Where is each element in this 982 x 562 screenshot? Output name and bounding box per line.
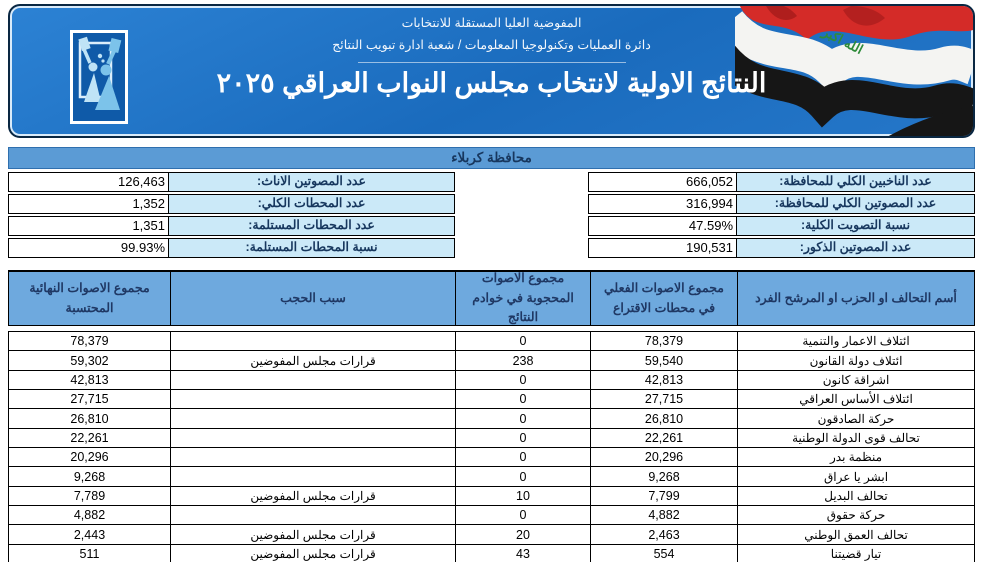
withheld-votes-cell: 43 [455,545,590,562]
header-withhold-reason: سبب الحجب [170,272,455,325]
banner-text-block [192,15,792,99]
table-row [9,448,974,467]
withheld-votes-cell: 0 [455,371,590,389]
party-name-cell: منظمة بدر [737,448,974,466]
actual-votes-cell: 22,261 [590,429,737,447]
withheld-votes-cell: 0 [455,467,590,485]
withhold-reason-cell [170,448,455,466]
actual-votes-cell: 78,379 [590,332,737,350]
table-row [9,390,974,409]
actual-votes-cell: 27,715 [590,390,737,408]
withhold-reason-cell [170,506,455,524]
withheld-votes-cell: 10 [455,487,590,505]
summary-value: 316,994 [588,194,736,214]
banner-divider [358,62,626,63]
header-withheld-votes: مجموع الاصوات المحجوبة في خوادم النتائج [455,272,590,325]
summary-row [8,194,455,214]
withheld-votes-cell: 238 [455,351,590,369]
party-name-cell: تحالف البديل [737,487,974,505]
header-actual-votes: مجموع الاصوات الفعلي في محطات الاقتراع [590,272,737,325]
withhold-reason-cell [170,409,455,427]
final-votes-cell: 4,882 [73,508,106,523]
table-row [9,409,974,428]
actual-votes-cell: 4,882 [590,506,737,524]
summary-label: عدد المصوتين الذكور: [736,238,975,258]
summary-label: عدد المصوتين الاناث: [168,172,455,192]
summary-row [588,172,975,192]
summary-label: عدد الناخبين الكلي للمحافظة: [736,172,975,192]
final-votes-cell: 2,443 [73,527,106,542]
withhold-reason-cell: قرارات مجلس المفوضين [170,351,455,369]
table-row [9,371,974,390]
final-votes-cell: 22,261 [70,430,109,445]
table-row [9,506,974,525]
withheld-votes-cell: 0 [455,506,590,524]
withheld-votes-cell: 0 [455,409,590,427]
withhold-reason-cell [170,390,455,408]
summary-label: عدد المصوتين الكلي للمحافظة: [736,194,975,214]
withhold-reason-cell [170,467,455,485]
actual-votes-cell: 554 [590,545,737,562]
summary-label: نسبة المحطات المستلمة: [168,238,455,258]
withheld-votes-cell: 0 [455,429,590,447]
withhold-reason-cell: قرارات مجلس المفوضين [170,545,455,562]
actual-votes-cell: 7,799 [590,487,737,505]
summary-value: 126,463 [8,172,168,192]
ihec-ballot-logo-icon [70,30,128,124]
summary-row [588,216,975,236]
party-name-cell: تيار قضيتنا [737,545,974,562]
summary-value: 1,352 [8,194,168,214]
summary-value: 99.93% [8,238,168,258]
summary-row [8,216,455,236]
actual-votes-cell: 59,540 [590,351,737,369]
table-row [9,487,974,506]
withheld-votes-cell: 0 [455,448,590,466]
final-votes-cell: 20,296 [70,450,109,465]
summary-table-left [8,172,455,260]
party-name-cell: تحالف قوى الدولة الوطنية [737,429,974,447]
party-name-cell: تحالف العمق الوطني [737,525,974,543]
summary-value: 190,531 [588,238,736,258]
summary-value: 666,052 [588,172,736,192]
party-name-cell: ابشر يا عراق [737,467,974,485]
final-votes-cell: 59,302 [70,353,109,368]
final-votes-cell: 42,813 [70,372,109,387]
summary-value: 47.59% [588,216,736,236]
summary-table-right [588,172,975,260]
table-row [9,545,974,562]
party-name-cell: ائتلاف دولة القانون [737,351,974,369]
summary-row [588,238,975,258]
summary-stats [8,172,975,260]
summary-label: عدد المحطات الكلي: [168,194,455,214]
governorate-header: محافظة كربلاء [8,147,975,169]
party-name-cell: ائتلاف الاعمار والتنمية [737,332,974,350]
party-name-cell: حركة الصادقون [737,409,974,427]
final-votes-cell: 9,268 [73,469,106,484]
flag-takbir-text: الله اكبر [820,24,866,58]
summary-value: 1,351 [8,216,168,236]
final-votes-cell: 7,789 [73,488,106,503]
results-table-header [8,270,975,326]
final-votes-cell: 26,810 [70,411,109,426]
header-final-votes: مجموع الاصوات النهائية المحتسبة [9,272,170,325]
withhold-reason-cell: قرارات مجلس المفوضين [170,487,455,505]
department-name: دائرة العمليات وتكنولوجيا المعلومات / شعبة ادارة تبويب النتائج [332,38,651,52]
summary-label: عدد المحطات المستلمة: [168,216,455,236]
table-row [9,467,974,486]
withheld-votes-cell: 0 [455,332,590,350]
table-row [9,351,974,370]
party-name-cell: ائتلاف الأساس العراقي [737,390,974,408]
page-title: النتائج الاولية لانتخاب مجلس النواب العراقي ٢٠٢٥ [216,68,767,98]
actual-votes-cell: 2,463 [590,525,737,543]
table-row [9,525,974,544]
withhold-reason-cell: قرارات مجلس المفوضين [170,525,455,543]
withheld-votes-cell: 0 [455,390,590,408]
party-name-cell: اشراقة كانون [737,371,974,389]
actual-votes-cell: 26,810 [590,409,737,427]
commission-name: المفوضية العليا المستقلة للانتخابات [401,16,582,30]
withheld-votes-cell: 20 [455,525,590,543]
summary-row [8,172,455,192]
actual-votes-cell: 9,268 [590,467,737,485]
actual-votes-cell: 42,813 [590,371,737,389]
header-party-name: أسم التحالف او الحزب او المرشح الفرد [737,272,974,325]
withhold-reason-cell [170,429,455,447]
results-table-body [8,331,975,562]
summary-label: نسبة التصويت الكلية: [736,216,975,236]
ihec-banner [8,4,975,138]
party-name-cell: حركة حقوق [737,506,974,524]
final-votes-cell: 511 [79,546,100,561]
table-row [9,429,974,448]
withhold-reason-cell [170,371,455,389]
table-row [9,332,974,351]
withhold-reason-cell [170,332,455,350]
actual-votes-cell: 20,296 [590,448,737,466]
final-votes-cell: 27,715 [70,392,109,407]
summary-row [8,238,455,258]
final-votes-cell: 78,379 [70,334,109,349]
summary-row [588,194,975,214]
